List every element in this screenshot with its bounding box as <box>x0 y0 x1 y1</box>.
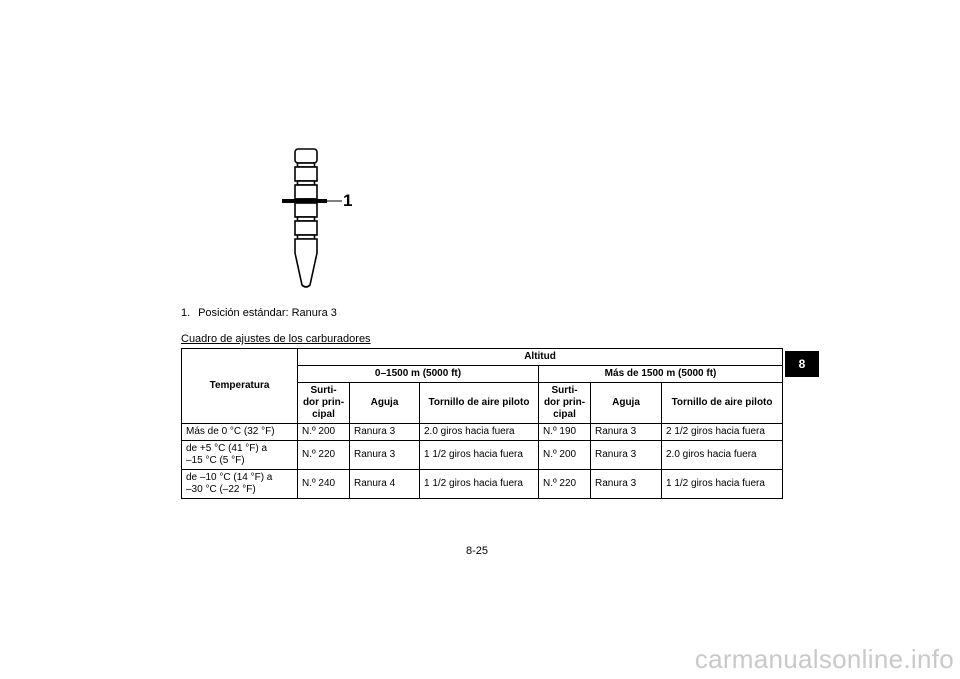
table-title: Cuadro de ajustes de los carburadores <box>181 333 371 345</box>
needle-cell: Ranura 3 <box>591 441 662 470</box>
figure-caption <box>181 307 337 319</box>
main-jet-cell: N.º 240 <box>298 470 350 499</box>
callout-number: 1 <box>343 191 353 210</box>
table-row <box>182 470 783 499</box>
caption-text: Posición estándar: Ranura 3 <box>198 307 337 319</box>
main-jet-header-low <box>298 383 350 424</box>
caption-number: 1. <box>181 307 191 319</box>
temperature-text: –30 °C (–22 °F) <box>186 484 256 495</box>
main-jet-header-line: dor prin- <box>543 397 586 408</box>
pilot-screw-cell: 2.0 giros hacia fuera <box>662 441 783 470</box>
header-row-altitude <box>182 349 783 366</box>
main-jet-header-line: dor prin- <box>302 397 345 408</box>
temperature-text: de +5 °C (41 °F) a <box>186 443 268 454</box>
pilot-screw-cell: 1 1/2 giros hacia fuera <box>420 441 539 470</box>
needle-cell: Ranura 3 <box>350 441 420 470</box>
temperature-cell <box>182 424 298 441</box>
page-number: 8-25 <box>466 545 489 557</box>
needle-cell: Ranura 3 <box>350 424 420 441</box>
table-row <box>182 441 783 470</box>
needle-cell: Ranura 3 <box>591 470 662 499</box>
pilot-screw-header-high: Tornillo de aire piloto <box>662 383 783 424</box>
needle-cell: Ranura 3 <box>591 424 662 441</box>
altitude-group-high: Más de 1500 m (5000 ft) <box>539 366 783 383</box>
needle-header-high: Aguja <box>591 383 662 424</box>
table-row <box>182 424 783 441</box>
main-jet-header-high <box>539 383 591 424</box>
main-jet-header-line: Surti- <box>551 385 578 396</box>
needle-header-low: Aguja <box>350 383 420 424</box>
main-jet-header-line: cipal <box>312 409 335 420</box>
watermark: carmanualsonline.info <box>694 644 954 674</box>
pilot-screw-cell: 1 1/2 giros hacia fuera <box>420 470 539 499</box>
main-jet-header-line: cipal <box>553 409 576 420</box>
temperature-header: Temperatura <box>182 349 298 424</box>
pilot-screw-cell: 2.0 giros hacia fuera <box>420 424 539 441</box>
needle-cell: Ranura 4 <box>350 470 420 499</box>
chapter-tab[interactable]: 8 <box>785 351 819 377</box>
temperature-text: –15 °C (5 °F) <box>186 455 245 466</box>
temperature-text: Más de 0 °C (32 °F) <box>186 426 275 437</box>
altitude-group-low: 0–1500 m (5000 ft) <box>298 366 539 383</box>
main-jet-cell: N.º 200 <box>298 424 350 441</box>
main-jet-cell: N.º 220 <box>298 441 350 470</box>
temperature-cell <box>182 441 298 470</box>
main-jet-cell: N.º 220 <box>539 470 591 499</box>
temperature-text: de –10 °C (14 °F) a <box>186 472 273 483</box>
temperature-cell <box>182 470 298 499</box>
pilot-screw-cell: 2 1/2 giros hacia fuera <box>662 424 783 441</box>
altitude-header: Altitud <box>298 349 783 366</box>
carburetor-settings-table <box>181 348 783 499</box>
jet-needle-illustration <box>278 143 358 293</box>
pilot-screw-header-low: Tornillo de aire piloto <box>420 383 539 424</box>
main-jet-cell: N.º 190 <box>539 424 591 441</box>
main-jet-cell: N.º 200 <box>539 441 591 470</box>
jet-needle-icon <box>278 143 358 293</box>
pilot-screw-cell: 1 1/2 giros hacia fuera <box>662 470 783 499</box>
main-jet-header-line: Surti- <box>310 385 337 396</box>
